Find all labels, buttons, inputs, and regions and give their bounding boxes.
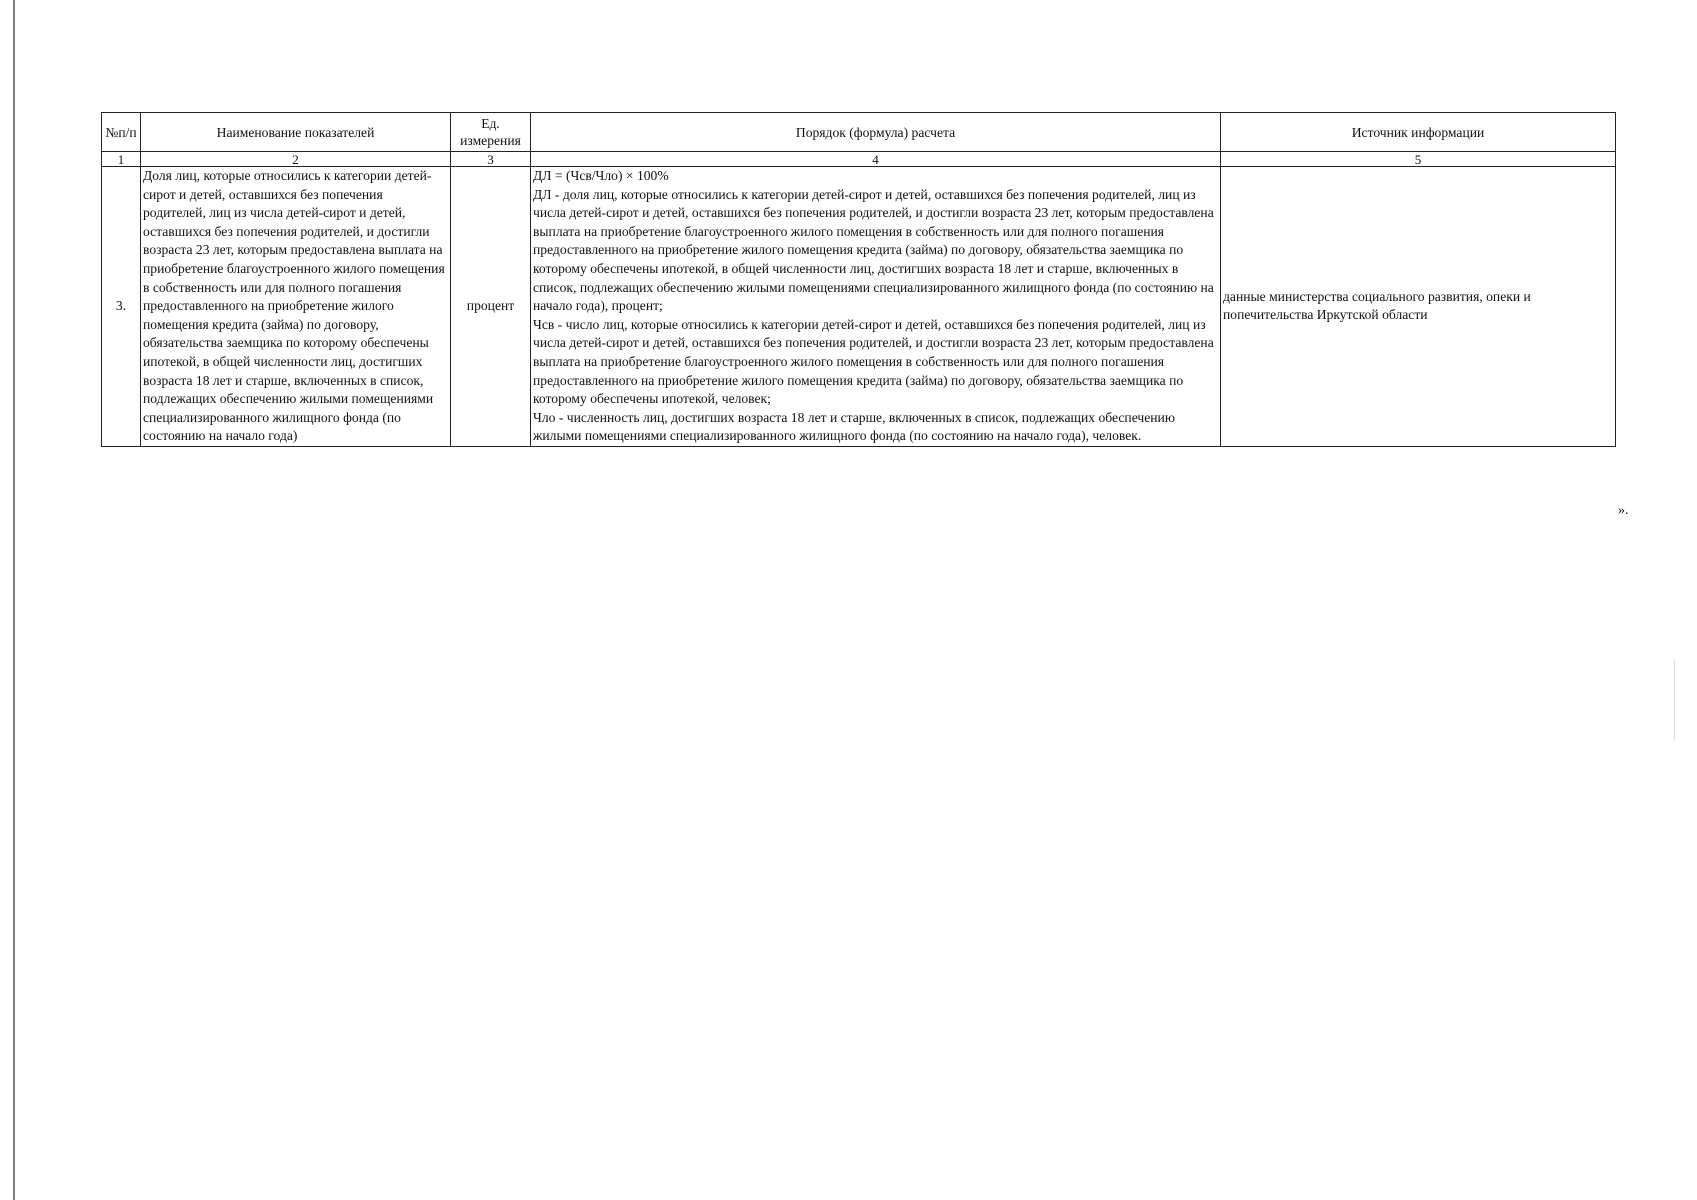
calculation-formula	[531, 167, 1221, 447]
header-unit: Ед. измерения	[451, 113, 531, 152]
closing-quote: ».	[1618, 503, 1629, 518]
header-formula: Порядок (формула) расчета	[531, 113, 1221, 152]
column-number: 3	[451, 152, 531, 167]
header-num: №п/п	[102, 113, 141, 152]
scan-mark	[1674, 660, 1675, 740]
formula-definition-chlo: Чло - численность лиц, достигших возраста 18 лет и старше, включенных в список, подлежащих обеспечению жилыми помещениями специализированного жилищного фонда (по состоянию на начало года), человек.	[533, 409, 1175, 444]
column-number: 4	[531, 152, 1221, 167]
page-edge-line	[13, 0, 15, 1200]
indicators-table	[101, 112, 1616, 447]
indicator-name: Доля лиц, которые относились к категории детей-сирот и детей, оставшихся без попечения родителей, лиц из числа детей-сирот и детей, оставшихся без попечения родителей, и достигли возраста 23 лет, которым предоставлена выплата на приобретение благоустроенного жилого помещения в собственность или для полного погашения предоставленного на приобретение жилого помещения кредита (займа) по договору, обязательства заемщика по которому обеспечены ипотекой, в общей численности лиц, достигших возраста 18 лет и старше, включенных в список, подлежащих обеспечению жилыми помещениями специализированного жилищного фонда (по состоянию на начало года)	[141, 167, 451, 447]
column-number: 1	[102, 152, 141, 167]
table-row	[102, 167, 1616, 447]
column-number: 5	[1221, 152, 1616, 167]
formula-expression: ДЛ = (Чсв/Чло) × 100%	[533, 168, 669, 183]
header-source: Источник информации	[1221, 113, 1616, 152]
column-number: 2	[141, 152, 451, 167]
column-numbers-row	[102, 152, 1616, 167]
formula-definition-chsv: Чсв - число лиц, которые относились к категории детей-сирот и детей, оставшихся без попечения родителей, лиц из числа детей-сирот и детей, оставшихся без попечения родителей, и достигли возраста 23 лет, которым предоставлена выплата на приобретение благоустроенного жилого помещения в собственность или для полного погашения предоставленного на приобретение жилого помещения кредита (займа) по договору, обязательства заемщика по которому обеспечены ипотекой, человек;	[533, 316, 1214, 407]
indicator-unit: процент	[451, 167, 531, 447]
formula-definition-dl: ДЛ - доля лиц, которые относились к категории детей-сирот и детей, оставшихся без попечения родителей, лиц из числа детей-сирот и детей, оставшихся без попечения родителей, и достигли возраста 23 лет, которым предоставлена выплата на приобретение благоустроенного жилого помещения в собственность или для полного погашения предоставленного на приобретение жилого помещения кредита (займа) по договору, обязательства заемщика по которому обеспечены ипотекой, в общей численности лиц, достигших возраста 18 лет и старше, включенных в список, подлежащих обеспечению жилыми помещениями специализированного жилищного фонда (по состоянию на начало года), процент;	[533, 186, 1214, 314]
information-source: данные министерства социального развития, опеки и попечительства Иркутской области	[1221, 167, 1616, 447]
row-number: 3.	[102, 167, 141, 447]
header-row	[102, 113, 1616, 152]
header-name: Наименование показателей	[141, 113, 451, 152]
